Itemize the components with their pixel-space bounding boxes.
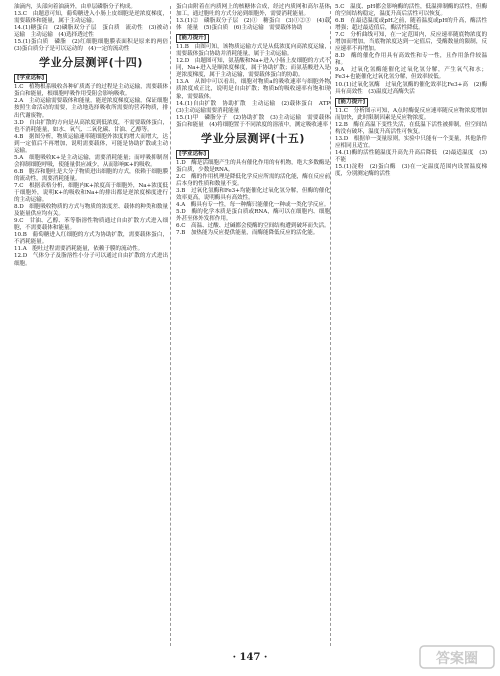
answer-item: 油滴内，头部向着油滴外，由单层磷脂分子构成。: [14, 4, 136, 10]
answer-item: 2.C 酶的作用机理是降低化学反应所需的活化能，酶在反应前后本身的性质和数量不变。: [176, 173, 330, 187]
answer-item: 13.A 从图中可以看出，细胞对物质a的吸收速率与细胞外物质浓度成正比，说明是自由扩散；物质b的吸收速率有饱和现象，需要载体。: [176, 79, 330, 100]
answer-column-3: [335, 4, 487, 178]
answer-item: 7.B 加热能为反应提供能量，而酶能降低反应的活化能。: [176, 230, 319, 237]
answer-item: 10.(1)过氧化氢酶 过氧化氢酶的催化效率比Fe3+高 (2)酶具有高效性 (3)温度过高酶失活: [335, 81, 487, 95]
answer-item: 6.C 高温、过酸、过碱都会使酶的空间结构遭到破坏而失活。: [176, 223, 330, 230]
answer-item: 14.(1)酶的活性随温度升高先升高后降低 (2)最适温度 (3)不能: [335, 149, 487, 163]
answer-item: 15.(1)蛋白质 磷脂 (2)红细胞细胞膜表面积是原来的两倍 (3)蛋白质分子是可以运动的 (4)一定的流动性: [14, 39, 174, 53]
column-divider: [330, 6, 331, 646]
section-title: 学业分层测评(十四): [38, 56, 144, 70]
answer-item: 3.D 自由扩散的方向是从高浓度到低浓度，不需要载体蛋白，也不消耗能量，如水、氧气、二氧化碳、甘油、乙醇等。: [14, 119, 168, 133]
answer-item: 5.A 细胞吸收K+是主动运输，需要消耗能量；而呼吸抑制剂会抑制细胞呼吸，使能量供应减少，从而影响K+的吸收。: [14, 154, 168, 168]
answer-item: 12.B 酶在高温下变性失活，在低温下活性被抑制，但空间结构没有破坏，温度升高活性可恢复。: [335, 121, 487, 135]
section-tag: [学业达标]: [14, 74, 47, 83]
answer-item: 5.D 酶的化学本质是蛋白质或RNA，酶可以在细胞内、细胞外甚至体外发挥作用。: [176, 209, 330, 223]
answer-item: 4.A 酶具有专一性，每一种酶只能催化一种或一类化学反应。: [176, 202, 330, 209]
answer-item: 1.D 酶是活细胞产生的具有催化作用的有机物，绝大多数酶是蛋白质，少数是RNA。: [176, 159, 330, 173]
answer-item: 12.D 气体分子及脂溶性小分子可以通过自由扩散的方式进出细胞。: [14, 253, 168, 267]
answer-column-1: [14, 4, 174, 268]
section-title: 学业分层测评(十五): [200, 131, 306, 145]
answer-item: 1.C 植物根系吸收各种矿质离子的过程是主动运输，需要载体蛋白和能量，根细胞呼吸作用受阻会影响吸收。: [14, 84, 168, 98]
column-divider: [170, 6, 171, 646]
answer-item: 11.C 分析图示可知，A点时酶促反应速率随反应物浓度增加而加快，此时限制因素是反应物浓度。: [335, 107, 487, 121]
answer-item: 11.A 胞吐过程需要消耗能量，依赖于膜的流动性。: [14, 246, 144, 253]
answer-item: 5.C 温度、pH都会影响酶的活性，低温抑制酶的活性，但酶的空间结构稳定，温度升高后活性可以恢复。: [335, 4, 487, 18]
answer-item: 蛋白由附着在内质网上的核糖体合成，经过内质网和高尔基体加工，通过胞吐的方式分泌到细胞外，需要消耗能量。: [176, 4, 330, 18]
answer-column-2: [176, 4, 336, 237]
answer-item: 6.B 胞吞和胞吐是大分子物质进出细胞的方式，依赖于细胞膜的流动性，需要消耗能量。: [14, 168, 168, 182]
answer-item: 13.D 根据单一变量原则，实验中只能有一个变量，其他条件应相同且适宜。: [335, 135, 487, 149]
watermark-logo: [418, 642, 496, 672]
answer-item: 2.A 主动运输需要载体和能量，能逆浓度梯度运输，保证细胞按照生命活动的需要，主动地选择吸收所需要的营养物质，排出代谢废物。: [14, 98, 168, 119]
watermark-text: 答案圈: [436, 651, 478, 667]
answer-item: 7.C 根据表格分析，细胞内K+浓度高于细胞外，Na+浓度低于细胞外，说明K+的吸收和Na+的排出都是逆浓度梯度进行的主动运输。: [14, 182, 168, 204]
answer-item: 13.C 由题意可知，葡萄糖进入小肠上皮细胞是逆浓度梯度，需要载体和能量，属于主动运输。: [14, 11, 168, 25]
answer-item: 7.C 分析曲线可知，在一定范围内，反应速率随底物浓度的增加而增加，当底物浓度达到一定值后，受酶数量的限制，反应速率不再增加。: [335, 32, 487, 53]
answer-item: 10.B 葡萄糖进入红细胞的方式为协助扩散，需要载体蛋白，不消耗能量。: [14, 232, 168, 246]
answer-item: 6.B 在最适温度或pH之前，随着温度或pH的升高，酶活性增强；超过最适值后，酶活性降低。: [335, 18, 487, 32]
answer-item: 8.D 细胞吸收物质的方式与物质的浓度差、载体的种类和数量及能量供应均有关。: [14, 204, 168, 218]
answer-item: 11.B 由图可知，该物质运输方式是从低浓度向高浓度运输，需要载体蛋白协助并消耗能量，属于主动运输。: [176, 44, 330, 58]
answer-item: 4.B 据图分析，物质运输速率随细胞外浓度的增大而增大，达到一定值后不再增加，说明需要载体，可能是协助扩散或主动运输。: [14, 133, 168, 154]
answer-item: 12.D 由题图可知，氨基酸和Na+进入小肠上皮细胞的方式不同，Na+进入是顺浓度梯度，属于协助扩散；而氨基酸进入是逆浓度梯度，属于主动运输，需要载体蛋白的协助。: [176, 58, 330, 79]
section-tag: [能力提升]: [335, 98, 368, 107]
answer-item: 13.(1)② 磷脂双分子层 (2)① 糖蛋白 (3)①②③ (4)载体 能量 (5)蛋白质 (6)主动运输 需要载体协助: [176, 18, 330, 32]
answer-item: 14.(1)自由扩散 协助扩散 主动运输 (2)载体蛋白 ATP (3)主动运输需要消耗能量: [176, 100, 336, 114]
answer-item: 14.(1)糖蛋白 (2)磷脂双分子层 蛋白质 流动性 (3)被动运输 主动运输 (4)选择透过性: [14, 25, 168, 39]
answer-item: 9.A 过氧化氢酶能催化过氧化氢分解，产生氧气和水；Fe3+也能催化过氧化氢分解，但效率较低。: [335, 67, 487, 81]
answer-item: 3.B 过氧化氢酶和Fe3+均能催化过氧化氢分解，但酶的催化效率更高，说明酶具有高效性。: [176, 187, 330, 201]
answer-item: 8.D 酶的催化作用具有高效性和专一性，且作用条件较温和。: [335, 53, 487, 67]
answer-item: 15.(1)甲 磷脂分子 (2)协助扩散 (3)主动运输 需要载体蛋白和能量 (4)将细胞置于不同浓度的溶液中，测定吸收速率: [176, 114, 330, 128]
section-tag: [学业达标]: [176, 150, 209, 159]
answer-item: 15.(1)淀粉 (2)蛋白酶 (3)在一定温度范围内设置温度梯度，分别测定酶的活性: [335, 163, 487, 178]
answer-item: 9.C 甘油、乙醇、苯等脂溶性物质通过自由扩散方式进入细胞，不需要载体和能量。: [14, 218, 168, 232]
page-number: · 147 ·: [232, 652, 268, 663]
section-tag: [能力提升]: [176, 34, 209, 43]
